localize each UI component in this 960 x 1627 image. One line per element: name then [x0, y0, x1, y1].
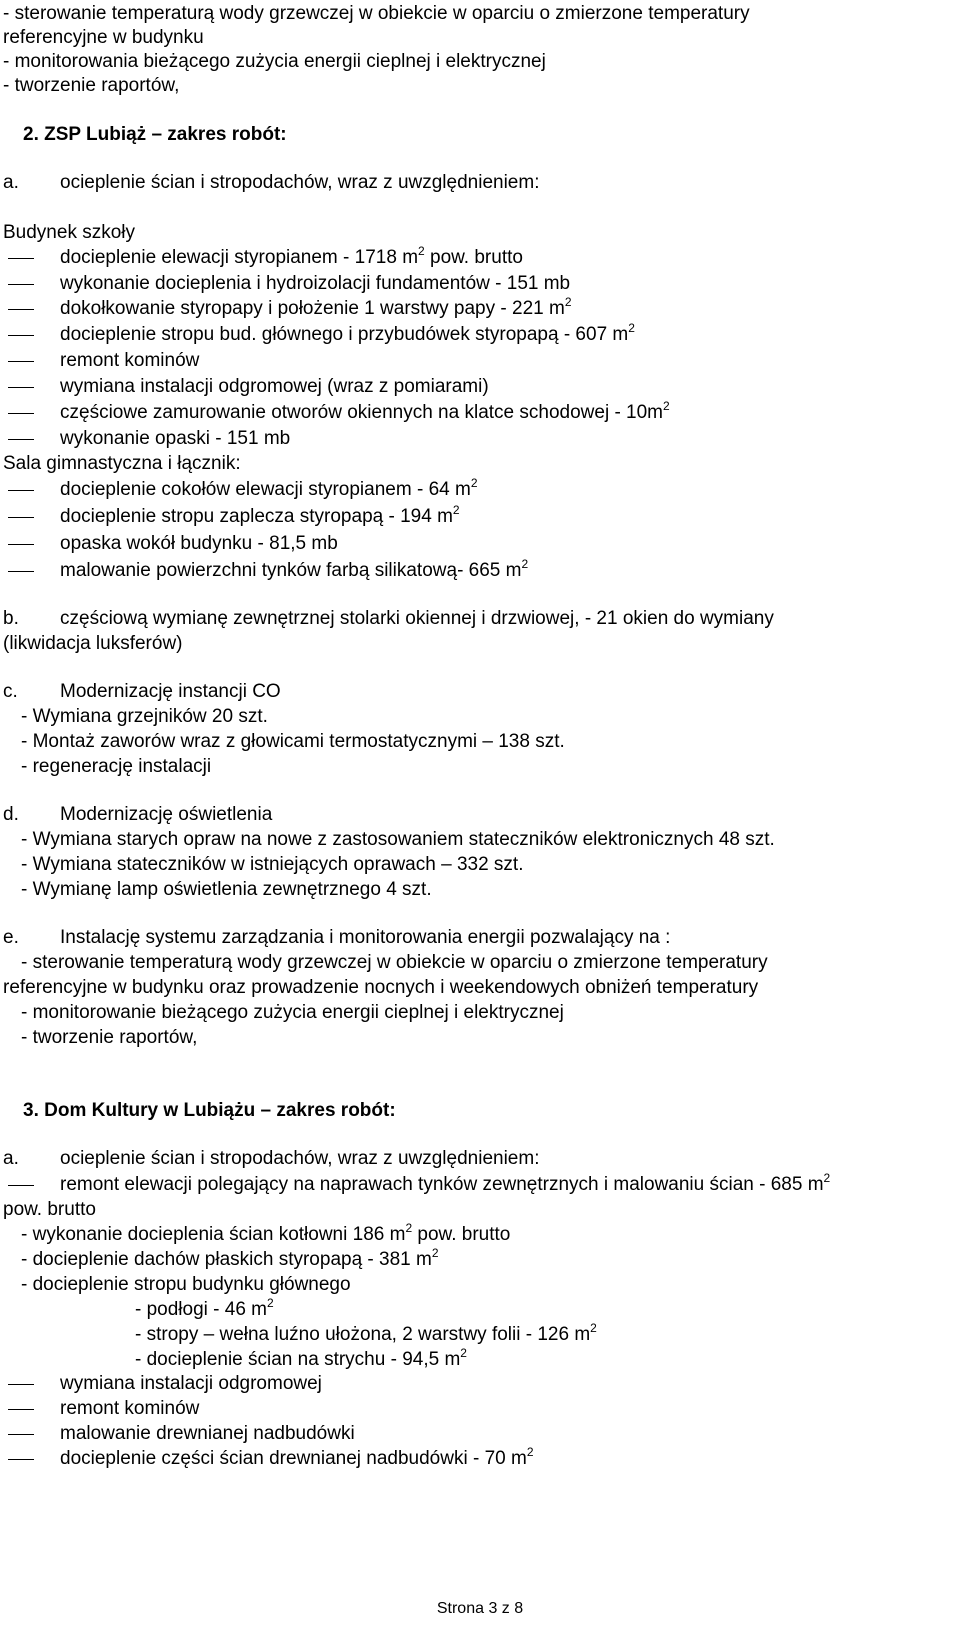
dash-mark: [8, 309, 34, 310]
text-line: pow. brutto: [3, 1199, 96, 1220]
text-line: (likwidacja luksferów): [3, 633, 183, 654]
list-item: [0, 533, 338, 555]
superscript: 2: [590, 1321, 597, 1335]
list-item: [0, 1423, 355, 1445]
item-label: c.: [3, 681, 18, 702]
item-b: [3, 608, 774, 630]
item-text: - docieplenie stropu budynku głównego: [21, 1274, 351, 1295]
item-text-tail: pow. brutto: [412, 1224, 511, 1245]
item-text: Modernizację oświetlenia: [60, 804, 273, 825]
sub-list-item: [135, 1296, 274, 1321]
item-text: - docieplenie ścian na strychu - 94,5 m: [135, 1349, 461, 1370]
list-item: [0, 1398, 199, 1420]
list-item: [0, 1171, 831, 1196]
list-item: [21, 1246, 439, 1271]
dash-mark: [8, 1409, 34, 1410]
item-c: [3, 681, 281, 703]
dash-mark: [8, 517, 34, 518]
superscript: 2: [526, 1445, 534, 1459]
item-text: - podłogi - 46 m: [135, 1299, 268, 1320]
section-heading: 2. ZSP Lubiąż – zakres robót:: [23, 124, 287, 145]
dash-mark: [8, 361, 34, 362]
item-text: - docieplenie dachów płaskich styropapą - 381 m: [21, 1249, 432, 1270]
list-item: - tworzenie raportów,: [21, 1027, 198, 1048]
item-text: remont kominów: [60, 1398, 200, 1419]
section-heading: 3. Dom Kultury w Lubiążu – zakres robót:: [23, 1100, 396, 1121]
list-item: - sterowanie temperaturą wody grzewczej w obiekcie w oparciu o zmierzone temperatury: [21, 952, 768, 973]
list-item: [0, 321, 635, 346]
dash-mark: [8, 1384, 34, 1385]
list-item: [0, 273, 570, 295]
item-text: docieplenie cokołów elewacji styropianem - 64 m: [60, 479, 471, 500]
dash-mark: [8, 387, 34, 388]
item-text: remont kominów: [60, 350, 200, 371]
item-text: ocieplenie ścian i stropodachów, wraz z uwzględnieniem:: [60, 1148, 540, 1169]
item-text: docieplenie elewacji styropianem - 1718 m: [60, 247, 419, 268]
item-text: dokołkowanie styropapy i położenie 1 warstwy papy - 221 m: [60, 298, 565, 319]
item-label: a.: [3, 172, 19, 193]
item-label: d.: [3, 804, 19, 825]
item-text-tail: pow. brutto: [424, 247, 523, 268]
list-item: - Wymiana starych opraw na nowe z zastosowaniem stateczników elektronicznych 48 szt.: [21, 829, 775, 850]
list-item: - Wymianę lamp oświetlenia zewnętrznego 4 szt.: [21, 879, 432, 900]
list-item: [21, 1274, 351, 1296]
text-line: - monitorowania bieżącego zużycia energii cieplnej i elektrycznej: [3, 51, 546, 72]
list-item: [21, 1221, 511, 1246]
dash-mark: [8, 1185, 34, 1186]
dash-mark: [8, 1459, 34, 1460]
text-line: - sterowanie temperaturą wody grzewczej w obiekcie w oparciu o zmierzone temperatury: [3, 3, 750, 24]
item-text: remont elewacji polegający na naprawach tynków zewnętrznych i malowaniu ścian - 685 m: [60, 1174, 824, 1195]
dash-mark: [8, 335, 34, 336]
superscript: 2: [470, 476, 478, 490]
subheading: Budynek szkoły: [3, 222, 136, 243]
superscript: 2: [267, 1296, 274, 1310]
list-item: - Wymiana stateczników w istniejących oprawach – 332 szt.: [21, 854, 524, 875]
superscript: 2: [460, 1346, 467, 1360]
dash-mark: [8, 571, 34, 572]
item-text: wymiana instalacji odgromowej (wraz z pomiarami): [60, 376, 489, 397]
page-number-footer: Strona 3 z 8: [436, 1600, 524, 1617]
list-item: [0, 376, 489, 398]
item-text: malowanie powierzchni tynków farbą silikatową- 665 m: [60, 560, 522, 581]
superscript: 2: [823, 1171, 831, 1185]
list-item: [0, 399, 670, 424]
dash-mark: [8, 490, 34, 491]
dash-mark: [8, 1434, 34, 1435]
sub-list-item: [135, 1321, 597, 1346]
list-item: [0, 503, 460, 528]
dash-mark: [8, 258, 34, 259]
list-item: - monitorowanie bieżącego zużycia energii cieplnej i elektrycznej: [21, 1002, 564, 1023]
item-text: ocieplenie ścian i stropodachów, wraz z uwzględnieniem:: [60, 172, 540, 193]
item-text: Instalację systemu zarządzania i monitorowania energii pozwalający na :: [60, 927, 671, 948]
dash-mark: [8, 439, 34, 440]
text-line: referencyjne w budynku oraz prowadzenie nocnych i weekendowych obniżeń temperatury: [3, 977, 759, 998]
list-item: - Wymiana grzejników 20 szt.: [21, 706, 268, 727]
list-item: [0, 1373, 322, 1395]
item-a: [3, 1148, 539, 1170]
item-text: malowanie drewnianej nadbudówki: [60, 1423, 355, 1444]
list-item: - Montaż zaworów wraz z głowicami termostatycznymi – 138 szt.: [21, 731, 565, 752]
sub-list-item: [135, 1346, 467, 1371]
superscript: 2: [452, 503, 460, 517]
list-item: [0, 295, 572, 320]
list-item: - regenerację instalacji: [21, 756, 212, 777]
item-text: częściowe zamurowanie otworów okiennych na klatce schodowej - 10m: [60, 402, 664, 423]
item-text: wykonanie docieplenia i hydroizolacji fundamentów - 151 mb: [60, 273, 571, 294]
superscript: 2: [521, 557, 529, 571]
item-text: wykonanie opaski - 151 mb: [60, 428, 291, 449]
item-text: docieplenie części ścian drewnianej nadbudówki - 70 m: [60, 1448, 527, 1469]
item-text: wymiana instalacji odgromowej: [60, 1373, 322, 1394]
item-text: opaska wokół budynku - 81,5 mb: [60, 533, 338, 554]
superscript: 2: [663, 399, 670, 413]
item-label: e.: [3, 927, 19, 948]
item-text: częściową wymianę zewnętrznej stolarki okiennej i drzwiowej, - 21 okien do wymiany: [60, 608, 774, 629]
item-d: [3, 804, 272, 826]
superscript: 2: [628, 321, 635, 335]
list-item: [0, 350, 199, 372]
list-item: [0, 1445, 534, 1470]
superscript: 2: [431, 1246, 439, 1260]
list-item: [0, 476, 478, 501]
item-a: [3, 172, 539, 194]
list-item: [0, 428, 290, 450]
dash-mark: [8, 413, 34, 414]
text-line: referencyjne w budynku: [3, 27, 204, 48]
superscript: 2: [418, 244, 425, 258]
item-label: b.: [3, 608, 19, 629]
item-text: - stropy – wełna luźno ułożona, 2 warstwy folii - 126 m: [135, 1324, 591, 1345]
text-line: - tworzenie raportów,: [3, 75, 180, 96]
item-label: a.: [3, 1148, 19, 1169]
superscript: 2: [564, 295, 572, 309]
item-text: docieplenie stropu zaplecza styropapą - 194 m: [60, 506, 453, 527]
item-text: docieplenie stropu bud. głównego i przybudówek styropapą - 607 m: [60, 324, 629, 345]
item-e: [3, 927, 670, 949]
item-text: - wykonanie docieplenia ścian kotłowni 186 m: [21, 1224, 406, 1245]
item-text: Modernizację instancji CO: [60, 681, 281, 702]
dash-mark: [8, 544, 34, 545]
subheading: Sala gimnastyczna i łącznik:: [3, 453, 241, 474]
superscript: 2: [405, 1221, 413, 1235]
dash-mark: [8, 284, 34, 285]
list-item: [0, 244, 523, 269]
list-item: [0, 557, 529, 582]
